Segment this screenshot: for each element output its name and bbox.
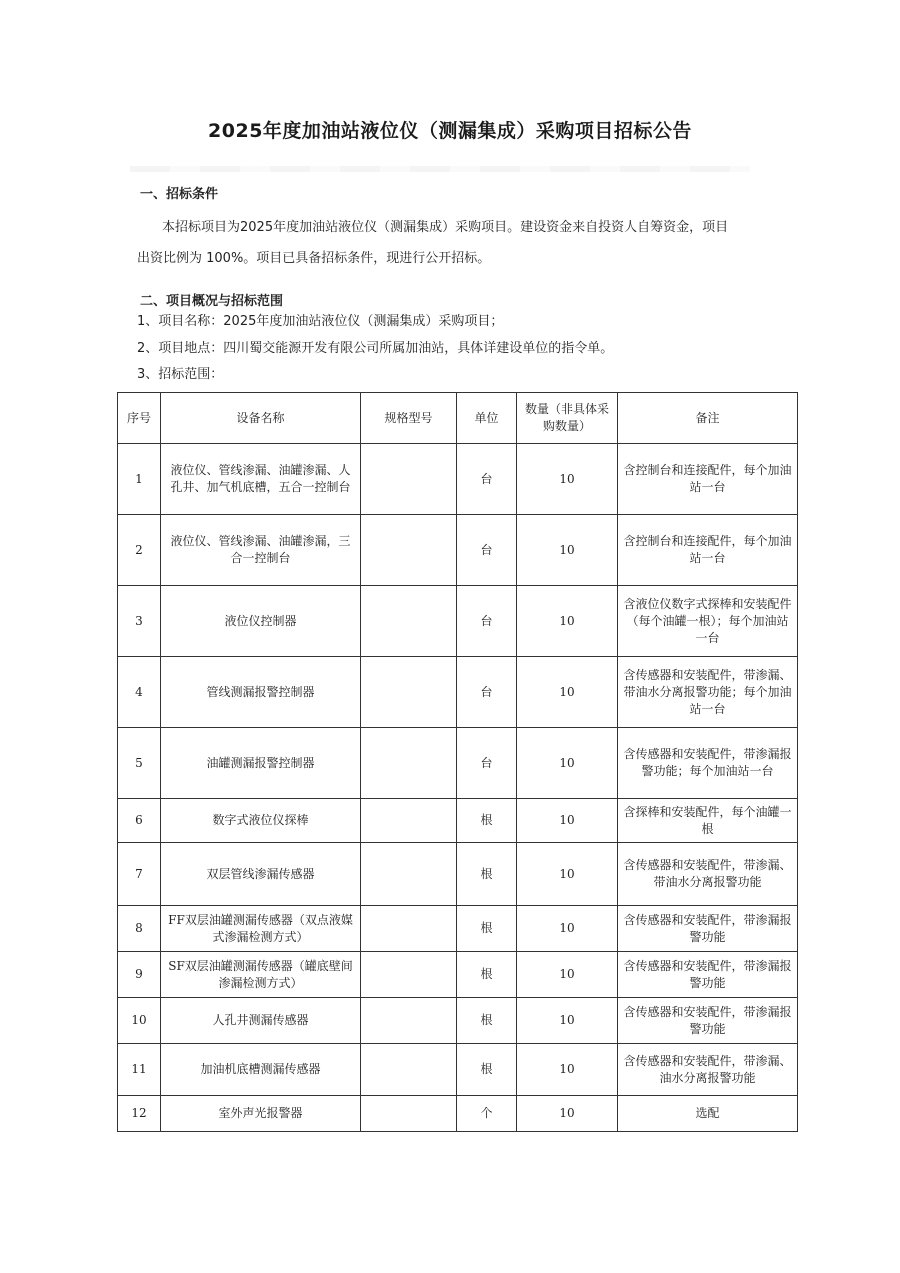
cell-no: 5 xyxy=(118,728,161,799)
table-row xyxy=(118,1096,798,1132)
cell-qty: 10 xyxy=(517,586,618,657)
section1-paragraph-line2: 出资比例为 100%。项目已具备招标条件，现进行公开招标。 xyxy=(137,251,491,266)
cell-qty: 10 xyxy=(517,1096,618,1132)
table-row xyxy=(118,843,798,906)
cell-spec xyxy=(361,1096,457,1132)
cell-unit: 根 xyxy=(457,843,517,906)
table-row xyxy=(118,444,798,515)
section2-item-2: 2、项目地点：四川蜀交能源开发有限公司所属加油站，具体详建设单位的指令单。 xyxy=(137,341,614,356)
cell-unit: 根 xyxy=(457,906,517,952)
cell-no: 1 xyxy=(118,444,161,515)
cell-unit: 台 xyxy=(457,657,517,728)
cell-unit: 根 xyxy=(457,799,517,843)
scan-artifact-line xyxy=(130,166,750,172)
cell-unit: 根 xyxy=(457,952,517,998)
cell-name: 双层管线渗漏传感器 xyxy=(161,843,361,906)
table-row xyxy=(118,728,798,799)
table-row xyxy=(118,515,798,586)
cell-no: 12 xyxy=(118,1096,161,1132)
cell-name: FF双层油罐测漏传感器（双点液媒式渗漏检测方式） xyxy=(161,906,361,952)
cell-qty: 10 xyxy=(517,1044,618,1096)
cell-name: 数字式液位仪探棒 xyxy=(161,799,361,843)
cell-qty: 10 xyxy=(517,657,618,728)
cell-unit: 台 xyxy=(457,728,517,799)
cell-name: 油罐测漏报警控制器 xyxy=(161,728,361,799)
cell-name: 室外声光报警器 xyxy=(161,1096,361,1132)
cell-no: 7 xyxy=(118,843,161,906)
cell-spec xyxy=(361,515,457,586)
cell-note: 含传感器和安装配件，带渗漏、带油水分离报警功能；每个加油站一台 xyxy=(618,657,798,728)
table-row xyxy=(118,906,798,952)
header-qty: 数量（非具体采购数量） xyxy=(517,393,618,444)
cell-note: 含控制台和连接配件，每个加油站一台 xyxy=(618,515,798,586)
cell-spec xyxy=(361,843,457,906)
cell-spec xyxy=(361,444,457,515)
cell-spec xyxy=(361,657,457,728)
table-row xyxy=(118,998,798,1044)
section1-heading: 一、招标条件 xyxy=(140,187,219,202)
cell-no: 8 xyxy=(118,906,161,952)
cell-no: 4 xyxy=(118,657,161,728)
section1-paragraph-line1: 本招标项目为2025年度加油站液位仪（测漏集成）采购项目。建设资金来自投资人自筹资金，项目 xyxy=(162,220,729,235)
page-title: 2025年度加油站液位仪（测漏集成）采购项目招标公告 xyxy=(208,120,692,142)
cell-unit: 个 xyxy=(457,1096,517,1132)
cell-name: 加油机底槽测漏传感器 xyxy=(161,1044,361,1096)
cell-qty: 10 xyxy=(517,906,618,952)
cell-note: 含传感器和安装配件，带渗漏报警功能 xyxy=(618,952,798,998)
cell-no: 9 xyxy=(118,952,161,998)
cell-spec xyxy=(361,952,457,998)
cell-unit: 根 xyxy=(457,998,517,1044)
cell-name: 人孔井测漏传感器 xyxy=(161,998,361,1044)
cell-name: 液位仪、管线渗漏、油罐渗漏，三合一控制台 xyxy=(161,515,361,586)
section2-item-3: 3、招标范围： xyxy=(137,367,224,382)
cell-spec xyxy=(361,586,457,657)
cell-unit: 台 xyxy=(457,444,517,515)
header-spec: 规格型号 xyxy=(361,393,457,444)
table-header-row xyxy=(118,393,798,444)
cell-qty: 10 xyxy=(517,843,618,906)
cell-note: 含传感器和安装配件，带渗漏报警功能 xyxy=(618,906,798,952)
table-row xyxy=(118,657,798,728)
cell-qty: 10 xyxy=(517,444,618,515)
cell-qty: 10 xyxy=(517,515,618,586)
cell-spec xyxy=(361,1044,457,1096)
cell-note: 含传感器和安装配件，带渗漏报警功能；每个加油站一台 xyxy=(618,728,798,799)
cell-note: 选配 xyxy=(618,1096,798,1132)
table-row xyxy=(118,799,798,843)
table-row xyxy=(118,952,798,998)
cell-spec xyxy=(361,799,457,843)
cell-spec xyxy=(361,728,457,799)
cell-no: 6 xyxy=(118,799,161,843)
header-note: 备注 xyxy=(618,393,798,444)
bidding-scope-table xyxy=(117,392,798,1132)
cell-name: 管线测漏报警控制器 xyxy=(161,657,361,728)
cell-no: 11 xyxy=(118,1044,161,1096)
cell-no: 3 xyxy=(118,586,161,657)
cell-note: 含传感器和安装配件，带渗漏、带油水分离报警功能 xyxy=(618,843,798,906)
section2-heading: 二、项目概况与招标范围 xyxy=(140,294,284,309)
table-row xyxy=(118,586,798,657)
cell-name: 液位仪、管线渗漏、油罐渗漏、人孔井、加气机底槽，五合一控制台 xyxy=(161,444,361,515)
header-name: 设备名称 xyxy=(161,393,361,444)
cell-name: SF双层油罐测漏传感器（罐底壁间渗漏检测方式） xyxy=(161,952,361,998)
section2-item-1: 1、项目名称：2025年度加油站液位仪（测漏集成）采购项目； xyxy=(137,314,504,329)
cell-name: 液位仪控制器 xyxy=(161,586,361,657)
header-unit: 单位 xyxy=(457,393,517,444)
cell-no: 10 xyxy=(118,998,161,1044)
cell-no: 2 xyxy=(118,515,161,586)
cell-qty: 10 xyxy=(517,799,618,843)
cell-note: 含液位仪数字式探棒和安装配件（每个油罐一根）；每个加油站一台 xyxy=(618,586,798,657)
cell-note: 含控制台和连接配件，每个加油站一台 xyxy=(618,444,798,515)
cell-spec xyxy=(361,906,457,952)
cell-unit: 台 xyxy=(457,586,517,657)
cell-unit: 根 xyxy=(457,1044,517,1096)
cell-qty: 10 xyxy=(517,952,618,998)
cell-qty: 10 xyxy=(517,728,618,799)
cell-spec xyxy=(361,998,457,1044)
table-row xyxy=(118,1044,798,1096)
cell-qty: 10 xyxy=(517,998,618,1044)
cell-unit: 台 xyxy=(457,515,517,586)
cell-note: 含传感器和安装配件，带渗漏、油水分离报警功能 xyxy=(618,1044,798,1096)
cell-note: 含探棒和安装配件，每个油罐一根 xyxy=(618,799,798,843)
cell-note: 含传感器和安装配件，带渗漏报警功能 xyxy=(618,998,798,1044)
header-no: 序号 xyxy=(118,393,161,444)
